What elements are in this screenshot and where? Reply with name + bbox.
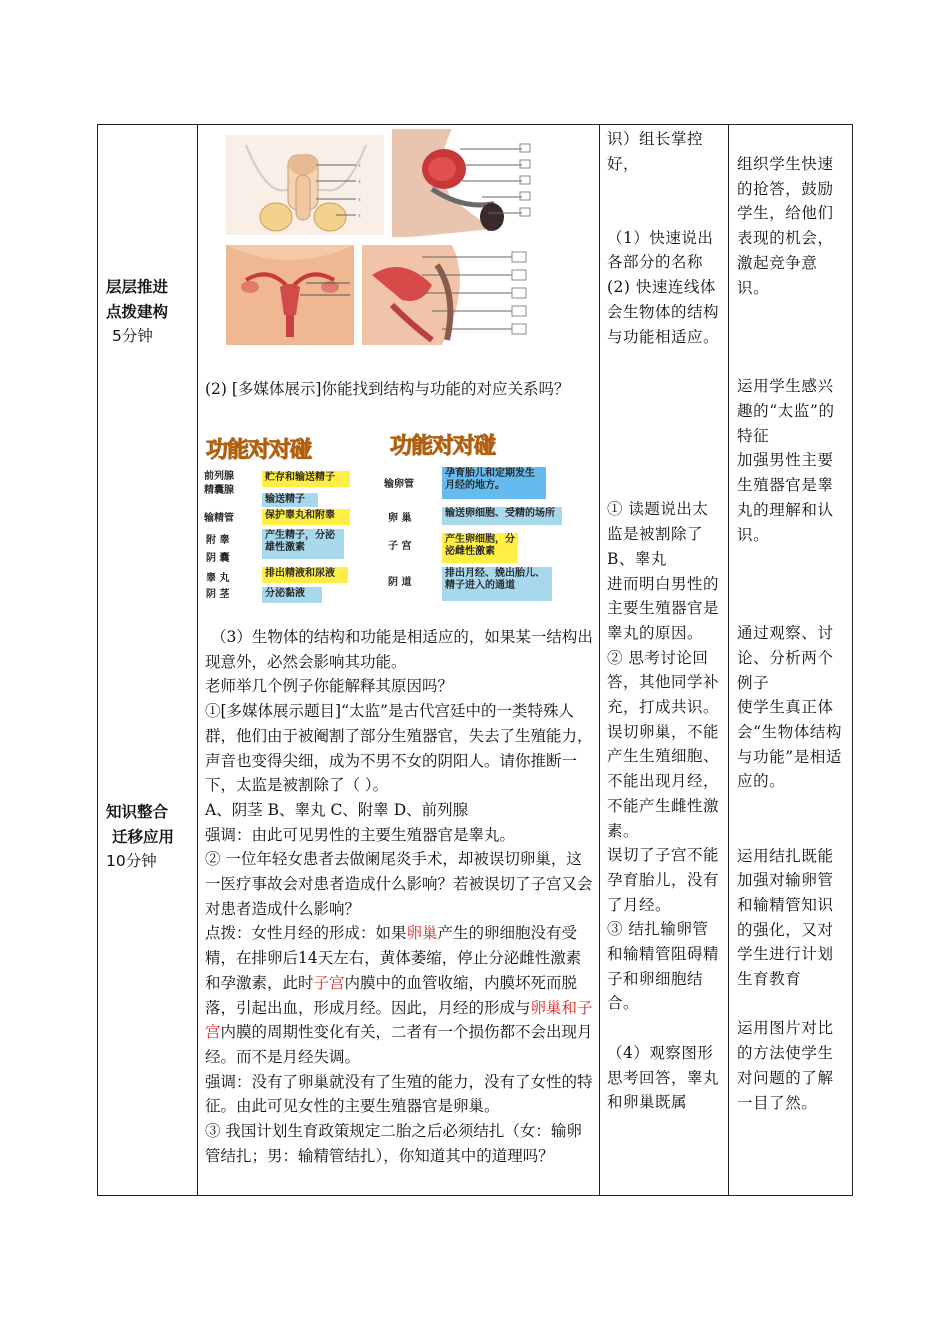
lesson-plan-table <box>97 124 853 1196</box>
male-organ: 阴 茎 <box>206 589 230 600</box>
design-intent: 运用结扎既能加强对输卵管和输精管知识的强化，又对学生进行计划生育教育 <box>737 846 834 989</box>
section-1-label <box>106 275 196 349</box>
student-activity: 识）组长掌控好， <box>607 130 704 173</box>
column-divider <box>728 125 729 1195</box>
female-organ: 输卵管 <box>384 479 414 490</box>
question-3-block <box>205 625 593 1168</box>
male-organ: 前列腺 <box>204 471 234 482</box>
example-1: ①[多媒体展示题目]“太监”是古代宫廷中的一类特殊人群，他们由于被阉割了部分生殖器官，失去了生殖能力，声音也变得尖细，成为不男不女的阴阳人。请你推断一下，太监是被割除了（ ）。 <box>205 702 593 795</box>
female-organ: 卵 巢 <box>388 513 412 524</box>
male-function: 排出精液和尿液 <box>262 567 348 583</box>
student-activity: 误切了子宫不能孕育胎儿，没有了月经。 <box>607 846 720 914</box>
design-intent-column <box>737 152 847 1115</box>
design-intent: 组织学生快速的抢答，鼓励学生，给他们表现的机会，激起竞争意识。 <box>737 155 834 297</box>
section-2-time: 10分钟 <box>106 852 157 871</box>
student-activity: 进而明白男性的主要生殖器官是睾丸的原因。 <box>607 574 720 642</box>
column-divider <box>599 125 600 1195</box>
student-activity: ② 思考讨论回答，其他同学补充，打成共识。 <box>607 648 720 717</box>
hint-paragraph <box>205 921 593 1069</box>
section-1-title-line2: 点拨建构 <box>106 302 169 321</box>
svg-text:‹: ‹ <box>358 211 362 220</box>
female-organ: 子 宫 <box>388 541 412 552</box>
female-function: 输送卵细胞、受精的场所 <box>442 507 562 525</box>
male-reproductive-side-image <box>392 129 532 237</box>
question-3-text: （3）生物体的结构和功能是相适应的，如果某一结构出现意外，必然会影响其功能。 <box>205 628 593 671</box>
example-3: ③ 我国计划生育政策规定二胎之后必须结扎（女：输卵管结扎；男：输精管结扎），你知道其中的道理吗？ <box>205 1122 582 1165</box>
example-2-emphasis: 强调：没有了卵巢就没有了生殖的能力，没有了女性的特征。由此可见女性的主要生殖器官是卵巢。 <box>205 1072 593 1116</box>
student-activity-column <box>607 127 724 1115</box>
hint-highlight: 卵巢和子宫 <box>205 998 593 1042</box>
section-2-title-line1: 知识整合 <box>106 803 169 821</box>
male-function: 分泌黏液 <box>262 587 322 603</box>
svg-text:‹: ‹ <box>358 161 362 170</box>
example-1-options: A、阴茎 B、睾丸 C、附睾 D、前列腺 <box>205 800 469 819</box>
hint-text: 内膜中的血管收缩，内膜坏死而脱落，引起出血，形成月经。因此，月经的形成与 <box>205 973 578 1017</box>
male-organ: 睾 丸 <box>206 573 230 584</box>
male-organ: 输精管 <box>204 513 234 524</box>
hint-text: 产生的卵细胞没有受精，在排卵后14天左右，黄体萎缩，停止分泌雌性激素和孕激素，此时 <box>205 924 582 992</box>
student-activity: 误切卵巢，不能产生生殖细胞、不能出现月经，不能产生雌性激素。 <box>607 722 720 840</box>
design-intent: 使学生真正体会“生物体结构与功能”是相适应的。 <box>737 698 843 791</box>
svg-text:‹: ‹ <box>358 177 362 186</box>
male-organ: 附 睾 <box>206 535 230 546</box>
female-function: 产生卵细胞，分泌雌性激素 <box>442 533 518 563</box>
section-1-time: 5分钟 <box>112 327 153 346</box>
male-reproductive-front-image <box>226 135 384 235</box>
hint-highlight: 子宫 <box>313 973 345 992</box>
student-activity: ① 读题说出太监是被割除了B、睾丸 <box>607 500 709 568</box>
male-organ: 精囊腺 <box>204 485 234 496</box>
example-1-emphasis: 强调：由此可见男性的主要生殖器官是睾丸。 <box>205 825 516 844</box>
design-intent: 通过观察、讨论、分析两个例子 <box>737 624 834 692</box>
male-function: 产生精子，分泌雄性激素 <box>262 529 344 559</box>
male-function: 输送精子 <box>262 493 318 507</box>
hint-highlight: 卵巢 <box>406 924 438 943</box>
hint-text: 内膜的周期性变化有关，二者有一个损伤都不会出现月经。而不是月经失调。 <box>205 1023 593 1066</box>
function-title-right: 功能对对碰 <box>390 434 496 459</box>
svg-text:‹: ‹ <box>358 195 362 204</box>
design-intent: 加强男性主要生殖器官是睾丸的理解和认识。 <box>737 451 834 544</box>
student-activity: (2) 快速连线体会生物体的结构与功能相适应。 <box>607 278 720 346</box>
male-function: 贮存和输送精子 <box>262 471 350 487</box>
design-intent: 运用图片对比的方法使学生对问题的了解一目了然。 <box>737 1019 834 1112</box>
question-3-prompt: 老师举几个例子你能解释其原因吗？ <box>205 677 454 696</box>
design-intent: 运用学生感兴趣的“太监”的特征 <box>737 377 835 445</box>
column-divider <box>197 125 198 1195</box>
section-1-title-line1: 层层推进 <box>106 278 169 296</box>
male-function: 保护睾丸和附睾 <box>262 509 350 525</box>
female-organ: 阴 道 <box>388 577 412 588</box>
student-activity: （1）快速说出各部分的名称 <box>607 228 714 272</box>
female-reproductive-front-image <box>226 245 354 345</box>
function-title-left: 功能对对碰 <box>206 438 312 463</box>
male-organ: 阴 囊 <box>206 553 230 564</box>
female-function-matching-image <box>380 425 568 605</box>
female-function: 排出月经、娩出胎儿、精子进入的通道 <box>442 567 552 601</box>
section-2-title-line2: 迁移应用 <box>112 827 175 846</box>
student-activity: （4）观察图形思考回答，睾丸和卵巢既属 <box>607 1043 720 1112</box>
question-2: (2) [多媒体展示]你能找到结构与功能的对应关系吗？ <box>205 380 570 398</box>
male-function-matching-image <box>202 429 352 605</box>
student-activity: ③ 结扎输卵管和输精管阻碍精子和卵细胞结合。 <box>607 920 720 1013</box>
section-2-label <box>106 800 196 874</box>
female-function: 孕育胎儿和定期发生月经的地方。 <box>442 467 546 499</box>
hint-text: 点拨：女性月经的形成：如果 <box>205 924 407 943</box>
female-reproductive-side-image <box>362 245 532 345</box>
example-2: ② 一位年轻女患者去做阑尾炎手术，却被误切卵巢，这一医疗事故会对患者造成什么影响？若被误切了子宫又会对患者造成什么影响？ <box>205 850 593 918</box>
